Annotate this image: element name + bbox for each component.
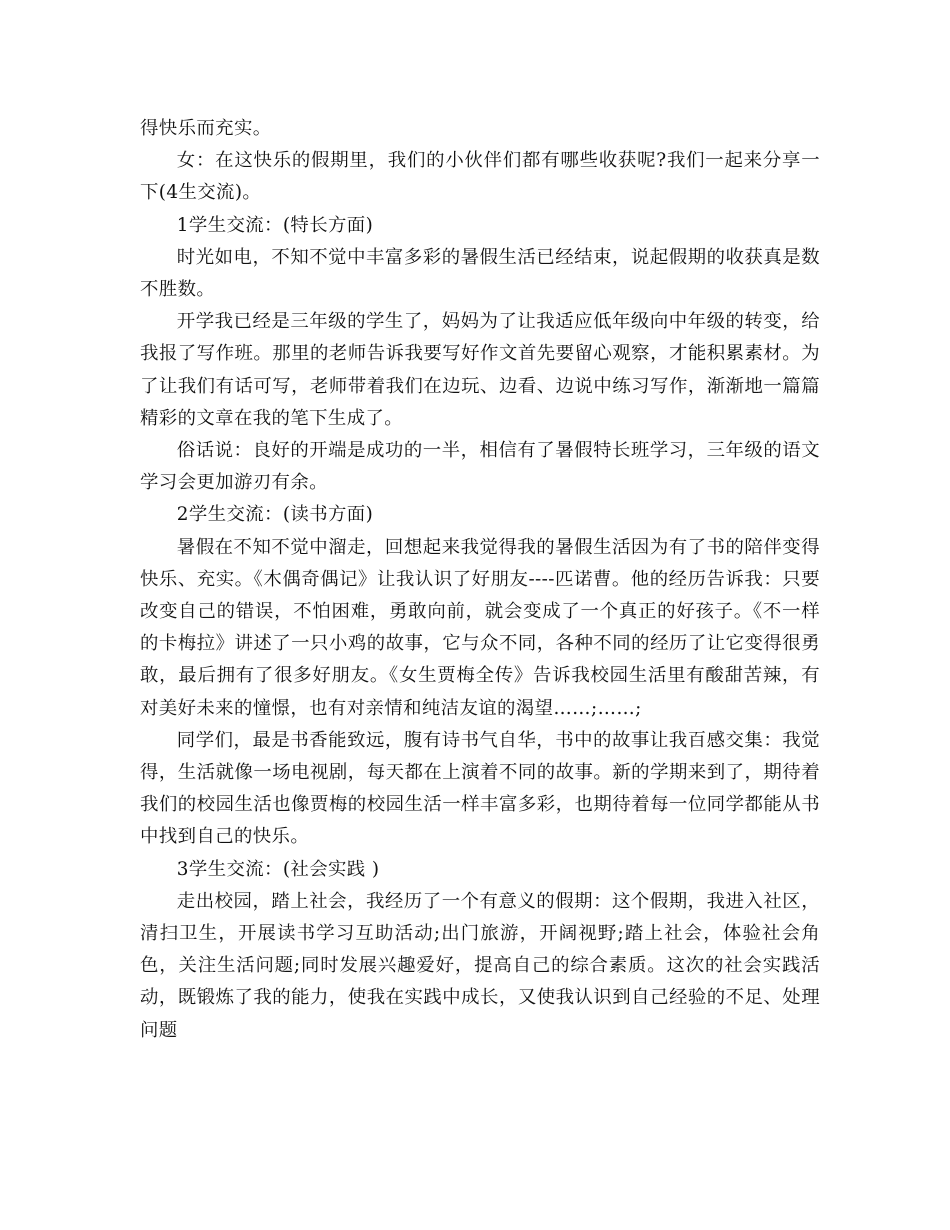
paragraph-talent-1: 时光如电，不知不觉中丰富多彩的暑假生活已经结束，说起假期的收获真是数不胜数。: [140, 246, 820, 301]
paragraph-talent-3: 俗话说：良好的开端是成功的一半，相信有了暑假特长班学习，三年级的语文学习会更加游刃有余。: [140, 440, 820, 494]
document-body: [140, 113, 820, 1047]
paragraph-host-intro: 女：在这快乐的假期里，我们的小伙伴们都有哪些收获呢?我们一起来分享一下(4生交流)。: [140, 150, 820, 204]
paragraph-reading-2: 同学们，最是书香能致远，腹有诗书气自华，书中的故事让我百感交集：我觉得，生活就像一场电视剧，每天都在上演着不同的故事。新的学期来到了，期待着我们的校园生活也像贾梅的校园生活一样丰富多彩，也期待着每一位同学都能从书中找到自己的快乐。: [140, 729, 820, 848]
paragraph-continuation: 得快乐而充实。: [140, 118, 272, 139]
section-heading-social-practice: 3学生交流：(社会实践 ): [176, 858, 380, 880]
paragraph-reading-1: 暑假在不知不觉中溜走，回想起来我觉得我的暑假生活因为有了书的陪伴变得快乐、充实。《木偶奇偶记》让我认识了好朋友----匹诺曹。他的经历告诉我：只要改变自己的错误，不怕困难，勇敢向前，就会变成了一个真正的好孩子。《不一样的卡梅拉》讲述了一只小鸡的故事，它与众不同，各种不同的经历了让它变得很勇敢，最后拥有了很多好朋友。《女生贾梅全传》告诉我校园生活里有酸甜苦辣，有对美好未来的憧憬，也有对亲情和纯洁友谊的渴望……;……;: [140, 536, 820, 719]
paragraph-talent-2: 开学我已经是三年级的学生了，妈妈为了让我适应低年级向中年级的转变，给我报了写作班。那里的老师告诉我要写好作文首先要留心观察，才能积累素材。为了让我们有话可写，老师带着我们在边玩、边看、边说中练习写作，渐渐地一篇篇精彩的文章在我的笔下生成了。: [140, 311, 820, 429]
section-heading-reading: 2学生交流：(读书方面): [176, 504, 374, 526]
paragraph-social-practice-1: 走出校园，踏上社会，我经历了一个有意义的假期：这个假期，我进入社区，清扫卫生，开展读书学习互助活动;出门旅游，开阔视野;踏上社会，体验社会角色，关注生活问题;同时发展兴趣爱好，提高自己的综合素质。这次的社会实践活动，既锻炼了我的能力，使我在实践中成长，又使我认识到自己经验的不足、处理问题: [140, 890, 820, 1041]
section-heading-talent: 1学生交流：(特长方面): [176, 214, 374, 236]
